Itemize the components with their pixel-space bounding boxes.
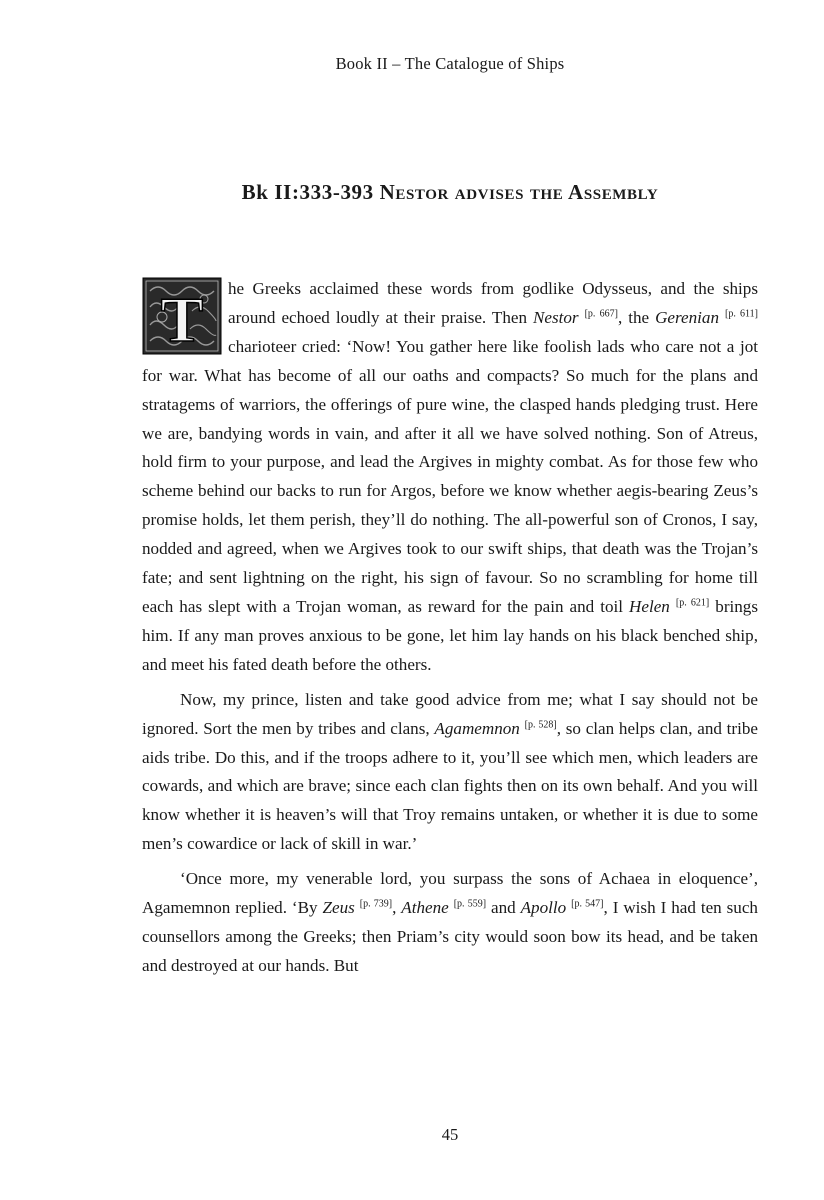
chapter-heading: Nestor advises the Assembly (379, 180, 659, 204)
page-number: 45 (441, 1125, 459, 1144)
ornamental-dropcap-icon (142, 277, 222, 355)
chapter-title (0, 180, 824, 205)
paragraph: Now, my prince, listen and take good advice from me; what I say should not be ignored. Sort the men by tribes and clans, Agamemnon [p. 528], so clan helps clan, and tribe aids tribe. Do this, and if the troops adhere to it, you’ll see which men, which leaders are cowards, and which are brave; since each clan fights then on its own behalf. And you will know whether it is heaven’s will that Troy remains untaken, or whether it is due to some men’s cowardice or lack of skill in war.’ (142, 689, 758, 854)
body-text (142, 275, 758, 987)
running-head: Book II – The Catalogue of Ships (335, 54, 565, 73)
svg-text:T: T (160, 284, 204, 355)
paragraph: ‘Once more, my venerable lord, you surpass the sons of Achaea in eloquence’, Agamemnon replied. ‘By Zeus [p. 739], Athene [p. 559] and Apollo [p. 547], I wish I had ten such counsellors among the Greeks; then Priam’s city would soon bow its head, and be taken and destroyed at our hands. But (142, 869, 758, 975)
chapter-prefix: Bk II:333-393 (241, 180, 374, 204)
paragraph: T he Greeks acclaimed these words from godlike Odysseus, and the ships around echoed loudly at their praise. Then Nestor [p. 667], the Gerenian [p. 611] charioteer cried: ‘Now! You gather here like foolish lads who care not a jot for war. What has become of all our oaths and compacts? So much for the plans and stratagems of warriors, the offerings of pure wine, the clasped hands pledging trust. Here we are, bandying words in vain, and after it all we have solved nothing. Son of Atreus, hold firm to your purpose, and lead the Argives in mighty combat. As for those few who scheme behind our backs to run for Argos, before we know whether aegis-bearing Zeus’s promise holds, let them perish, they’ll do nothing. The all-powerful son of Cronos, I say, nodded and agreed, when we Argives took to our swift ships, that death was the Trojan’s fate; and sent lightning on the right, his sign of favour. So no scrambling for home till each has slept with a Trojan woman, as reward for the pain and toil Helen [p. 621] brings him. If any man proves anxious to be gone, let him lay hands on his black benched ship, and meet his fated death before the others. (142, 279, 759, 674)
